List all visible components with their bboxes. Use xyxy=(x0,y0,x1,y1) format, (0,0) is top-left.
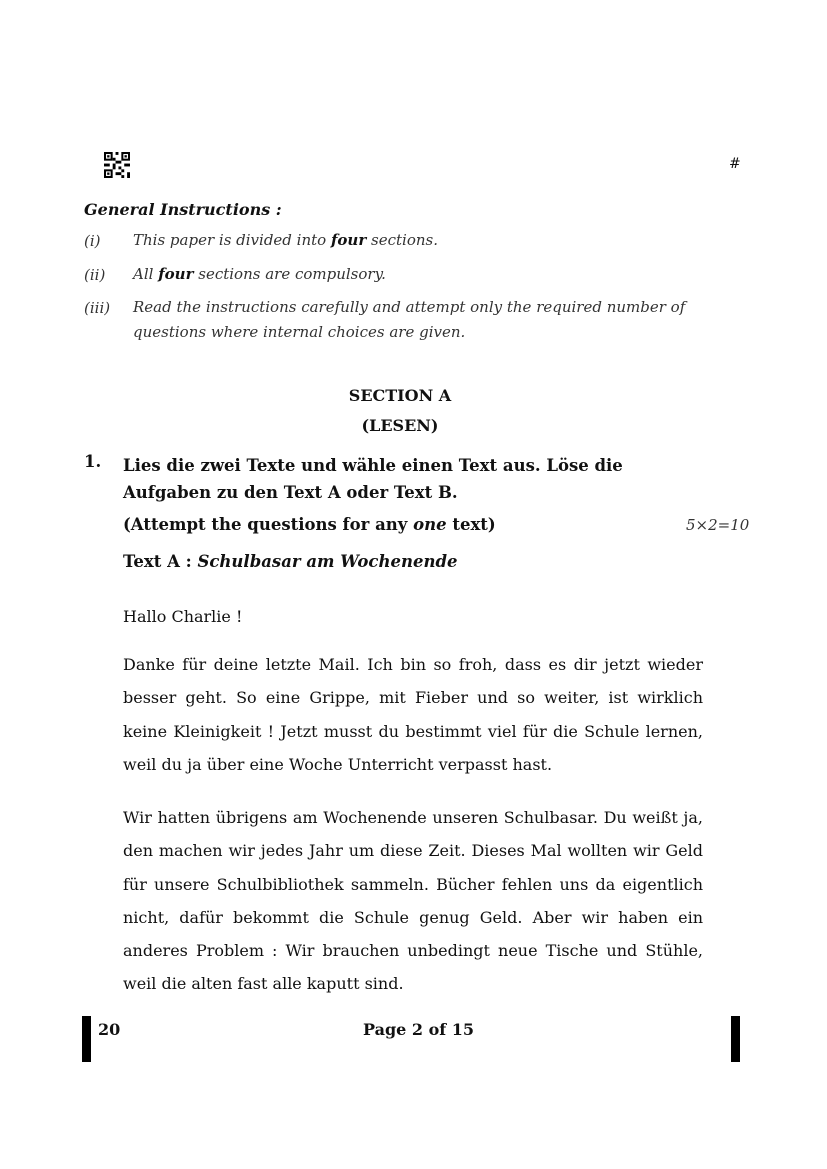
page-marker: # xyxy=(729,156,741,172)
section-title: SECTION A xyxy=(348,386,452,405)
footer-bar-left xyxy=(82,1016,91,1062)
page-number: Page 2 of 15 xyxy=(363,1020,474,1039)
attempt-note: (Attempt the questions for any one text) xyxy=(123,515,496,534)
footer-code: 20 xyxy=(98,1020,121,1039)
instruction-item: This paper is divided into four sections. xyxy=(133,231,438,249)
letter-paragraph-1: Danke für deine letzte Mail. Ich bin so froh, dass es dir jetzt wieder besser geht. So eine Grippe, mit Fieber und so weiter, ist wirklich keine Kleinigkeit ! Jetzt musst du bestimmt viel für die Schule lernen, weil du ja über eine Woche Unterricht verpasst hast. xyxy=(123,655,703,774)
question-text: Lies die zwei Texte und wähle einen Text aus. Löse die Aufgaben zu den Text A oder Text B. xyxy=(123,456,623,502)
instruction-number: (iii) xyxy=(84,299,111,317)
question-number: 1. xyxy=(84,452,102,471)
letter-greeting: Hallo Charlie ! xyxy=(123,607,243,626)
instructions-title: General Instructions : xyxy=(84,200,282,219)
section-subtitle: (LESEN) xyxy=(361,416,439,435)
footer-bar-right xyxy=(731,1016,740,1062)
letter-paragraph-2: Wir hatten übrigens am Wochenende unseren Schulbasar. Du weißt ja, den machen wir jedes Jahr um diese Zeit. Dieses Mal wollten wir Geld für unsere Schulbibliothek sammeln. Bücher fehlen uns da eigentlich nicht, dafür bekommt die Schule genug Geld. Aber wir haben ein anderes Problem : Wir brauchen unbedingt neue Tische und Stühle, weil die alten fast alle kaputt sind. xyxy=(123,808,703,994)
marks: 5×2=10 xyxy=(686,516,750,534)
text-a-heading: Text A : Schulbasar am Wochenende xyxy=(123,552,458,571)
qr-code-icon xyxy=(104,152,130,178)
instruction-item: Read the instructions carefully and attempt only the required number of questions where internal choices are given. xyxy=(133,298,686,341)
instruction-number: (ii) xyxy=(84,266,106,284)
instruction-item: All four sections are compulsory. xyxy=(133,265,386,283)
instruction-number: (i) xyxy=(84,232,101,250)
